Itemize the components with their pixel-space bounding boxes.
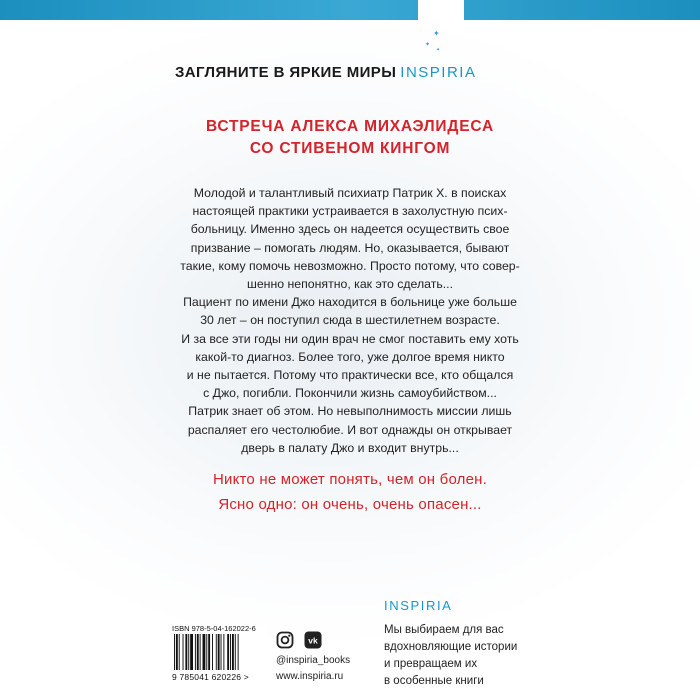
description-line: такие, кому помочь невозможно. Просто потому, что совер- <box>180 258 520 273</box>
isbn-label: ISBN 978-5-04-162022-6 <box>172 624 256 633</box>
description-line: дверь в палату Джо и входит внутрь... <box>241 440 459 455</box>
description-line: Пациент по имени Джо находится в больнице уже больше <box>183 295 517 310</box>
sparkle-icon: ✦ <box>436 47 441 53</box>
description-line: и не пытается. Потому что практически все, кто общался <box>186 368 514 383</box>
svg-text:vk: vk <box>308 635 318 646</box>
description-line: с Джо, погибли. Покончили жизнь самоубийством... <box>203 386 497 401</box>
instagram-icon[interactable] <box>276 631 294 649</box>
cover-title-line-2: СО СТИВЕНОМ КИНГОМ <box>249 140 451 157</box>
blurb-line: Мы выбираем для вас <box>384 624 504 636</box>
sparkle-icon: ✦ <box>433 29 440 38</box>
series-header-text: ЗАГЛЯНИТЕ В ЯРКИЕ МИРЫ <box>175 64 397 81</box>
social-handle[interactable]: @inspiria_books <box>276 655 351 666</box>
description-line: Патрик знает об этом. Но невыполнимость миссии лишь <box>188 404 512 419</box>
description-line: больницу. Именно здесь он надеется осуществить свое <box>190 222 510 237</box>
tagline-line-2: Ясно одно: он очень, очень опасен... <box>218 496 482 513</box>
series-header <box>175 64 476 81</box>
description-line: И за все эти годы ни один врач не смог поставить ему хоть <box>181 331 519 346</box>
description-line: шенно непонятно, как это сделать... <box>246 277 454 292</box>
bookmark-notch <box>418 0 464 32</box>
book-description <box>160 184 540 457</box>
barcode-digits: 9 785041 620226 > <box>172 672 249 682</box>
blurb-line: и превращаем их <box>384 658 478 670</box>
blurb-line: вдохновляющие истории <box>384 641 518 653</box>
sparkle-icon: ✦ <box>425 42 431 48</box>
publisher-brand: INSPIRIA <box>384 598 453 613</box>
top-color-band <box>0 0 700 20</box>
website-link[interactable]: www.inspiria.ru <box>276 671 344 682</box>
vk-icon[interactable] <box>304 631 322 649</box>
publisher-blurb <box>384 622 517 690</box>
description-line: призвание – помогать людям. Но, оказывается, бывают <box>190 240 510 255</box>
description-line: Молодой и талантливый психиатр Патрик Х. в поисках <box>193 186 507 200</box>
barcode-image <box>172 634 266 672</box>
description-line: какой-то диагноз. Более того, уже долгое время никто <box>195 349 505 364</box>
description-line: 30 лет – он поступил сюда в шестилетнем возрасте. <box>200 313 500 328</box>
series-brand: INSPIRIA <box>400 64 477 81</box>
blurb-line: в особенные книги <box>384 675 484 687</box>
tagline-line-1: Никто не может понять, чем он болен. <box>212 471 488 488</box>
description-line: настоящей практики устраивается в захолустную псих- <box>192 204 508 219</box>
cover-title-line-1: ВСТРЕЧА АЛЕКСА МИХАЭЛИДЕСА <box>206 118 494 135</box>
description-line: распаляет его честолюбие. И вот однажды он открывает <box>187 422 513 437</box>
